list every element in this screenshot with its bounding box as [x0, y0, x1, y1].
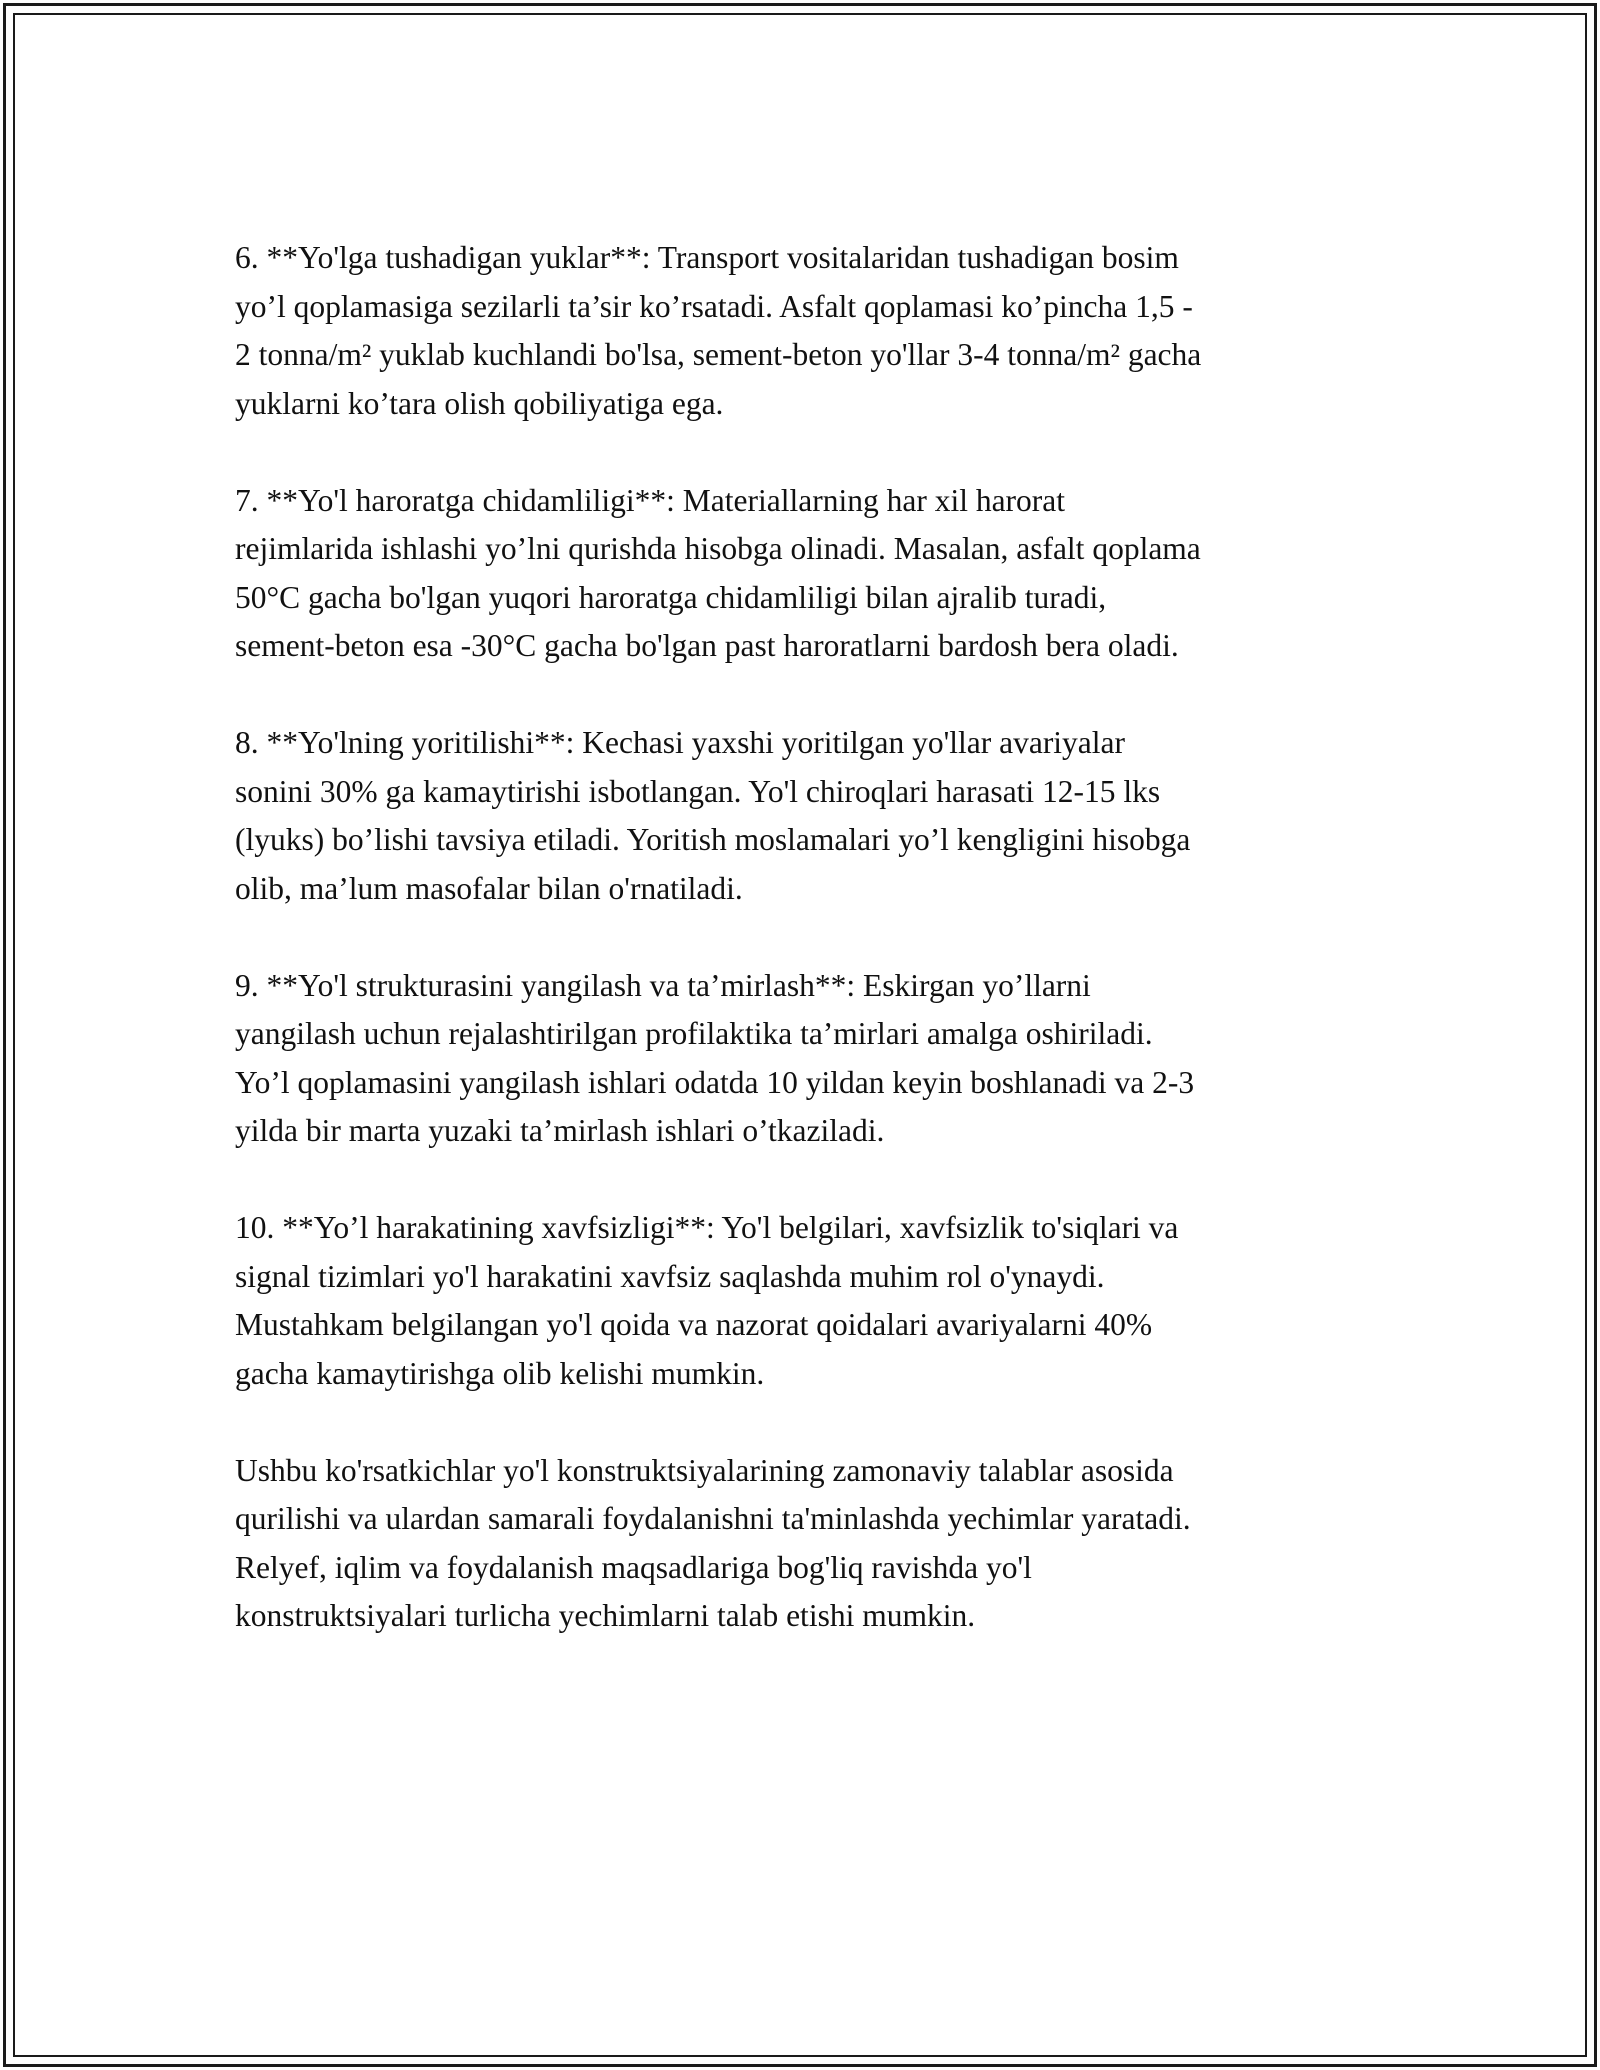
- paragraph-road-lighting: 8. **Yo'lning yoritilishi**: Kechasi yaxshi yoritilgan yo'llar avariyalar sonini 30% ga kamaytirishi isbotlangan. Yo'l chiroqlari harasati 12-15 lks (lyuks) bo’lishi tavsiya etiladi. Yoritish moslamalari yo’l kengligini hisobga olib, ma’lum masofalar bilan o'rnatiladi.: [235, 725, 1191, 906]
- paragraph-temperature-resistance: 7. **Yo'l haroratga chidamliligi**: Materiallarning har xil harorat rejimlarida ishlashi yo’lni qurishda hisobga olinadi. Masalan, asfalt qoplama 50°C gacha bo'lgan yuqori haroratga chidamliligi bilan ajralib turadi, sement-beton esa -30°C gacha bo'lgan past haroratlarni bardosh bera oladi.: [235, 482, 1201, 663]
- paragraph-traffic-safety: 10. **Yo’l harakatining xavfsizligi**: Yo'l belgilari, xavfsizlik to'siqlari va signal tizimlari yo'l harakatini xavfsiz saqlashda muhim rol o'ynaydi. Mustahkam belgilangan yo'l qoida va nazorat qoidalari avariyalarni 40% gacha kamaytirishga olib kelishi mumkin.: [235, 1210, 1179, 1391]
- paragraph-conclusion: Ushbu ko'rsatkichlar yo'l konstruktsiyalarining zamonaviy talablar asosida qurilishi va ulardan samarali foydalanishni ta'minlashda yechimlar yaratadi. Relyef, iqlim va foydalanish maqsadlariga bog'liq ravishda yo'l konstruktsiyalari turlicha yechimlarni talab etishi mumkin.: [235, 1452, 1191, 1633]
- paragraph-road-renewal-repair: 9. **Yo'l strukturasini yangilash va ta’mirlash**: Eskirgan yo’llarni yangilash uchun rejalashtirilgan profilaktika ta’mirlari amalga oshiriladi. Yo’l qoplamasini yangilash ishlari odatda 10 yildan keyin boshlanadi va 2-3 yilda bir marta yuzaki ta’mirlash ishlari o’tkaziladi.: [235, 967, 1195, 1148]
- paragraph-road-loads: 6. **Yo'lga tushadigan yuklar**: Transport vositalaridan tushadigan bosim yo’l qoplamasiga sezilarli ta’sir ko’rsatadi. Asfalt qoplamasi ko’pincha 1,5 - 2 tonna/m² yuklab kuchlandi bo'lsa, sement-beton yo'llar 3-4 tonna/m² gacha yuklarni ko’tara olish qobiliyatiga ega.: [235, 240, 1202, 421]
- document-body: [235, 234, 1365, 1641]
